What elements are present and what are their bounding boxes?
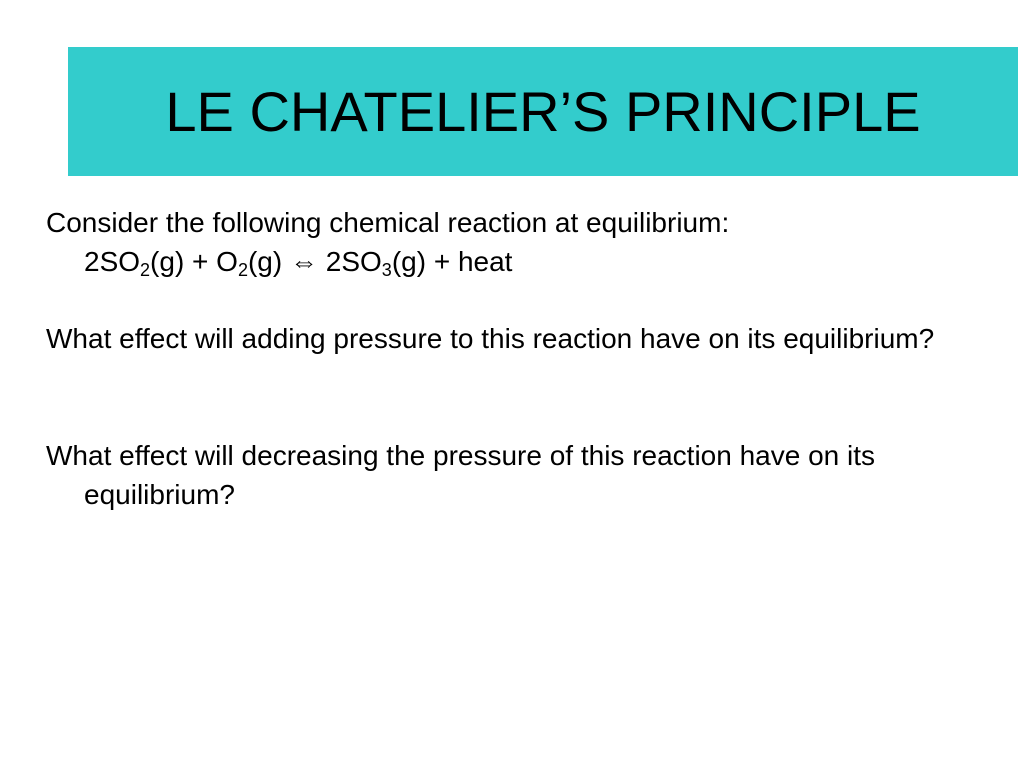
chemical-equation: [46, 242, 986, 281]
spacer: [46, 281, 986, 319]
subscript-so3: 3: [381, 260, 392, 280]
slide-body: [46, 203, 986, 514]
question-decreasing-pressure: What effect will decreasing the pressure of this reaction have on its equilibrium?: [46, 440, 876, 510]
equation-part-3: (g): [247, 246, 290, 277]
subscript-so2: 2: [140, 260, 151, 280]
subscript-o2: 2: [237, 260, 248, 280]
equation-part-1: 2SO: [84, 246, 141, 277]
equation-part-4: 2SO: [317, 246, 382, 277]
equation-part-5: (g) + heat: [391, 246, 513, 277]
question-adding-pressure: What effect will adding pressure to this reaction have on its equilibrium?: [46, 323, 935, 354]
equilibrium-arrow-icon: ⇔: [289, 246, 318, 277]
title-banner: [68, 47, 1018, 176]
intro-text: Consider the following chemical reaction at equilibrium:: [46, 207, 730, 238]
spacer: [46, 358, 986, 436]
equation-part-2: (g) + O: [150, 246, 238, 277]
slide-title: LE CHATELIER’S PRINCIPLE: [165, 80, 921, 143]
